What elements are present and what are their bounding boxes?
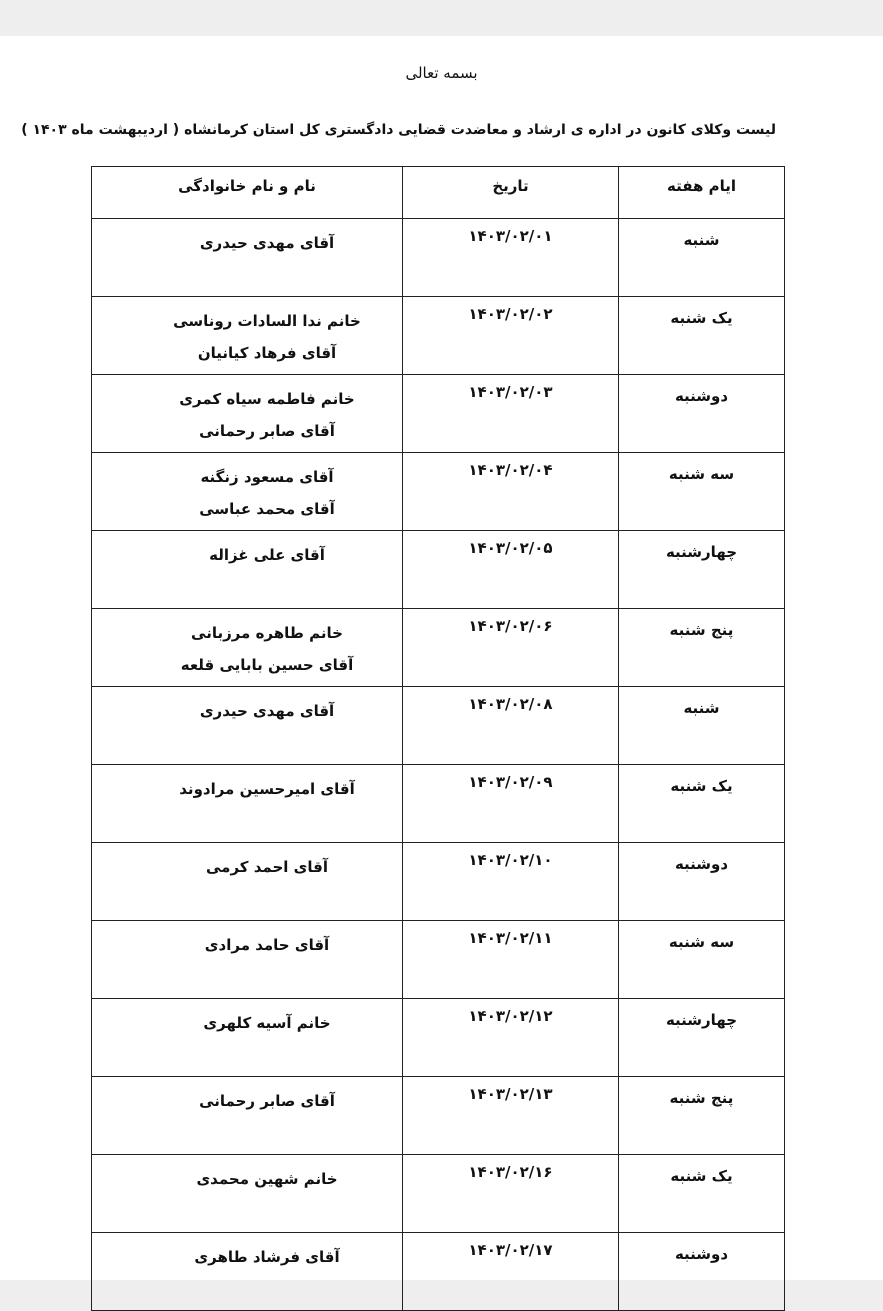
name-cell: [92, 609, 403, 687]
table-row: [92, 1155, 785, 1233]
table-row: [92, 1077, 785, 1155]
lawyer-name: آقای حامد مرادی: [204, 936, 330, 954]
document-title: لیست وکلای کانون در اداره ی ارشاد و معاضدت قضایی دادگستری کل استان کرمانشاه ( اردیبهشت ماه ۱۴۰۳ ): [21, 122, 776, 138]
date-cell: ۱۴۰۳/۰۲/۱۱: [403, 921, 619, 999]
name-cell: [92, 765, 403, 843]
date-cell: ۱۴۰۳/۰۲/۰۸: [403, 687, 619, 765]
table-row: [92, 609, 785, 687]
day-cell: چهارشنبه: [619, 999, 785, 1077]
date-cell: ۱۴۰۳/۰۲/۰۴: [403, 453, 619, 531]
day-cell: چهارشنبه: [619, 531, 785, 609]
date-cell: ۱۴۰۳/۰۲/۰۱: [403, 219, 619, 297]
name-cell: [92, 297, 403, 375]
day-cell: یک شنبه: [619, 297, 785, 375]
day-cell: شنبه: [619, 687, 785, 765]
table-row: [92, 375, 785, 453]
date-cell: ۱۴۰۳/۰۲/۰۵: [403, 531, 619, 609]
name-cell: [92, 531, 403, 609]
table-row: [92, 1233, 785, 1311]
lawyer-name: آقای امیرحسین مرادوند: [179, 780, 355, 798]
name-cell: [92, 1155, 403, 1233]
lawyer-name: آقای احمد کرمی: [206, 858, 328, 876]
name-cell: [92, 375, 403, 453]
table-body: [92, 219, 785, 1311]
lawyer-name: آقای صابر رحمانی: [199, 422, 335, 440]
lawyer-name: آقای مسعود زنگنه: [200, 468, 334, 486]
table-row: [92, 999, 785, 1077]
lawyer-name: خانم ندا السادات روناسی: [173, 312, 361, 330]
document-page: [0, 36, 883, 1280]
day-cell: سه شنبه: [619, 453, 785, 531]
day-cell: دوشنبه: [619, 1233, 785, 1311]
day-cell: پنج شنبه: [619, 609, 785, 687]
table-header-row: [92, 167, 785, 219]
lawyer-name: آقای فرشاد طاهری: [194, 1248, 340, 1266]
lawyer-schedule-table: [91, 166, 785, 1311]
table-row: [92, 219, 785, 297]
name-cell: [92, 999, 403, 1077]
table-row: [92, 843, 785, 921]
lawyer-name: آقای صابر رحمانی: [199, 1092, 335, 1110]
name-cell: [92, 843, 403, 921]
name-cell: [92, 219, 403, 297]
lawyer-name: خانم طاهره مرزبانی: [191, 624, 343, 642]
name-cell: [92, 921, 403, 999]
table-row: [92, 765, 785, 843]
date-cell: ۱۴۰۳/۰۲/۱۳: [403, 1077, 619, 1155]
date-cell: ۱۴۰۳/۰۲/۰۶: [403, 609, 619, 687]
name-cell: [92, 1233, 403, 1311]
name-cell: [92, 1077, 403, 1155]
column-header-day: ایام هفته: [619, 167, 785, 219]
day-cell: پنج شنبه: [619, 1077, 785, 1155]
day-cell: شنبه: [619, 219, 785, 297]
table-row: [92, 297, 785, 375]
table-row: [92, 453, 785, 531]
name-cell: [92, 453, 403, 531]
name-cell: [92, 687, 403, 765]
date-cell: ۱۴۰۳/۰۲/۰۲: [403, 297, 619, 375]
date-cell: ۱۴۰۳/۰۲/۰۹: [403, 765, 619, 843]
day-cell: یک شنبه: [619, 1155, 785, 1233]
lawyer-name: آقای حسین بابایی قلعه: [180, 656, 354, 674]
date-cell: ۱۴۰۳/۰۲/۰۳: [403, 375, 619, 453]
day-cell: سه شنبه: [619, 921, 785, 999]
column-header-name: نام و نام خانوادگی: [92, 167, 403, 219]
lawyer-name: خانم شهین محمدی: [196, 1170, 338, 1188]
day-cell: یک شنبه: [619, 765, 785, 843]
lawyer-name: خانم آسیه کلهری: [203, 1014, 331, 1032]
lawyer-name: آقای مهدی حیدری: [199, 234, 335, 252]
table-row: [92, 531, 785, 609]
lawyer-name: آقای فرهاد کیانیان: [197, 344, 337, 362]
date-cell: ۱۴۰۳/۰۲/۱۶: [403, 1155, 619, 1233]
lawyer-name: آقای محمد عباسی: [199, 500, 335, 518]
lawyer-name: خانم فاطمه سیاه کمری: [179, 390, 355, 408]
date-cell: ۱۴۰۳/۰۲/۱۲: [403, 999, 619, 1077]
lawyer-name: آقای علی غزاله: [209, 546, 325, 564]
date-cell: ۱۴۰۳/۰۲/۱۰: [403, 843, 619, 921]
document-heading: بسمه تعالی: [405, 64, 478, 82]
table-row: [92, 687, 785, 765]
column-header-date: تاریخ: [403, 167, 619, 219]
table-row: [92, 921, 785, 999]
day-cell: دوشنبه: [619, 843, 785, 921]
day-cell: دوشنبه: [619, 375, 785, 453]
date-cell: ۱۴۰۳/۰۲/۱۷: [403, 1233, 619, 1311]
lawyer-name: آقای مهدی حیدری: [199, 702, 335, 720]
